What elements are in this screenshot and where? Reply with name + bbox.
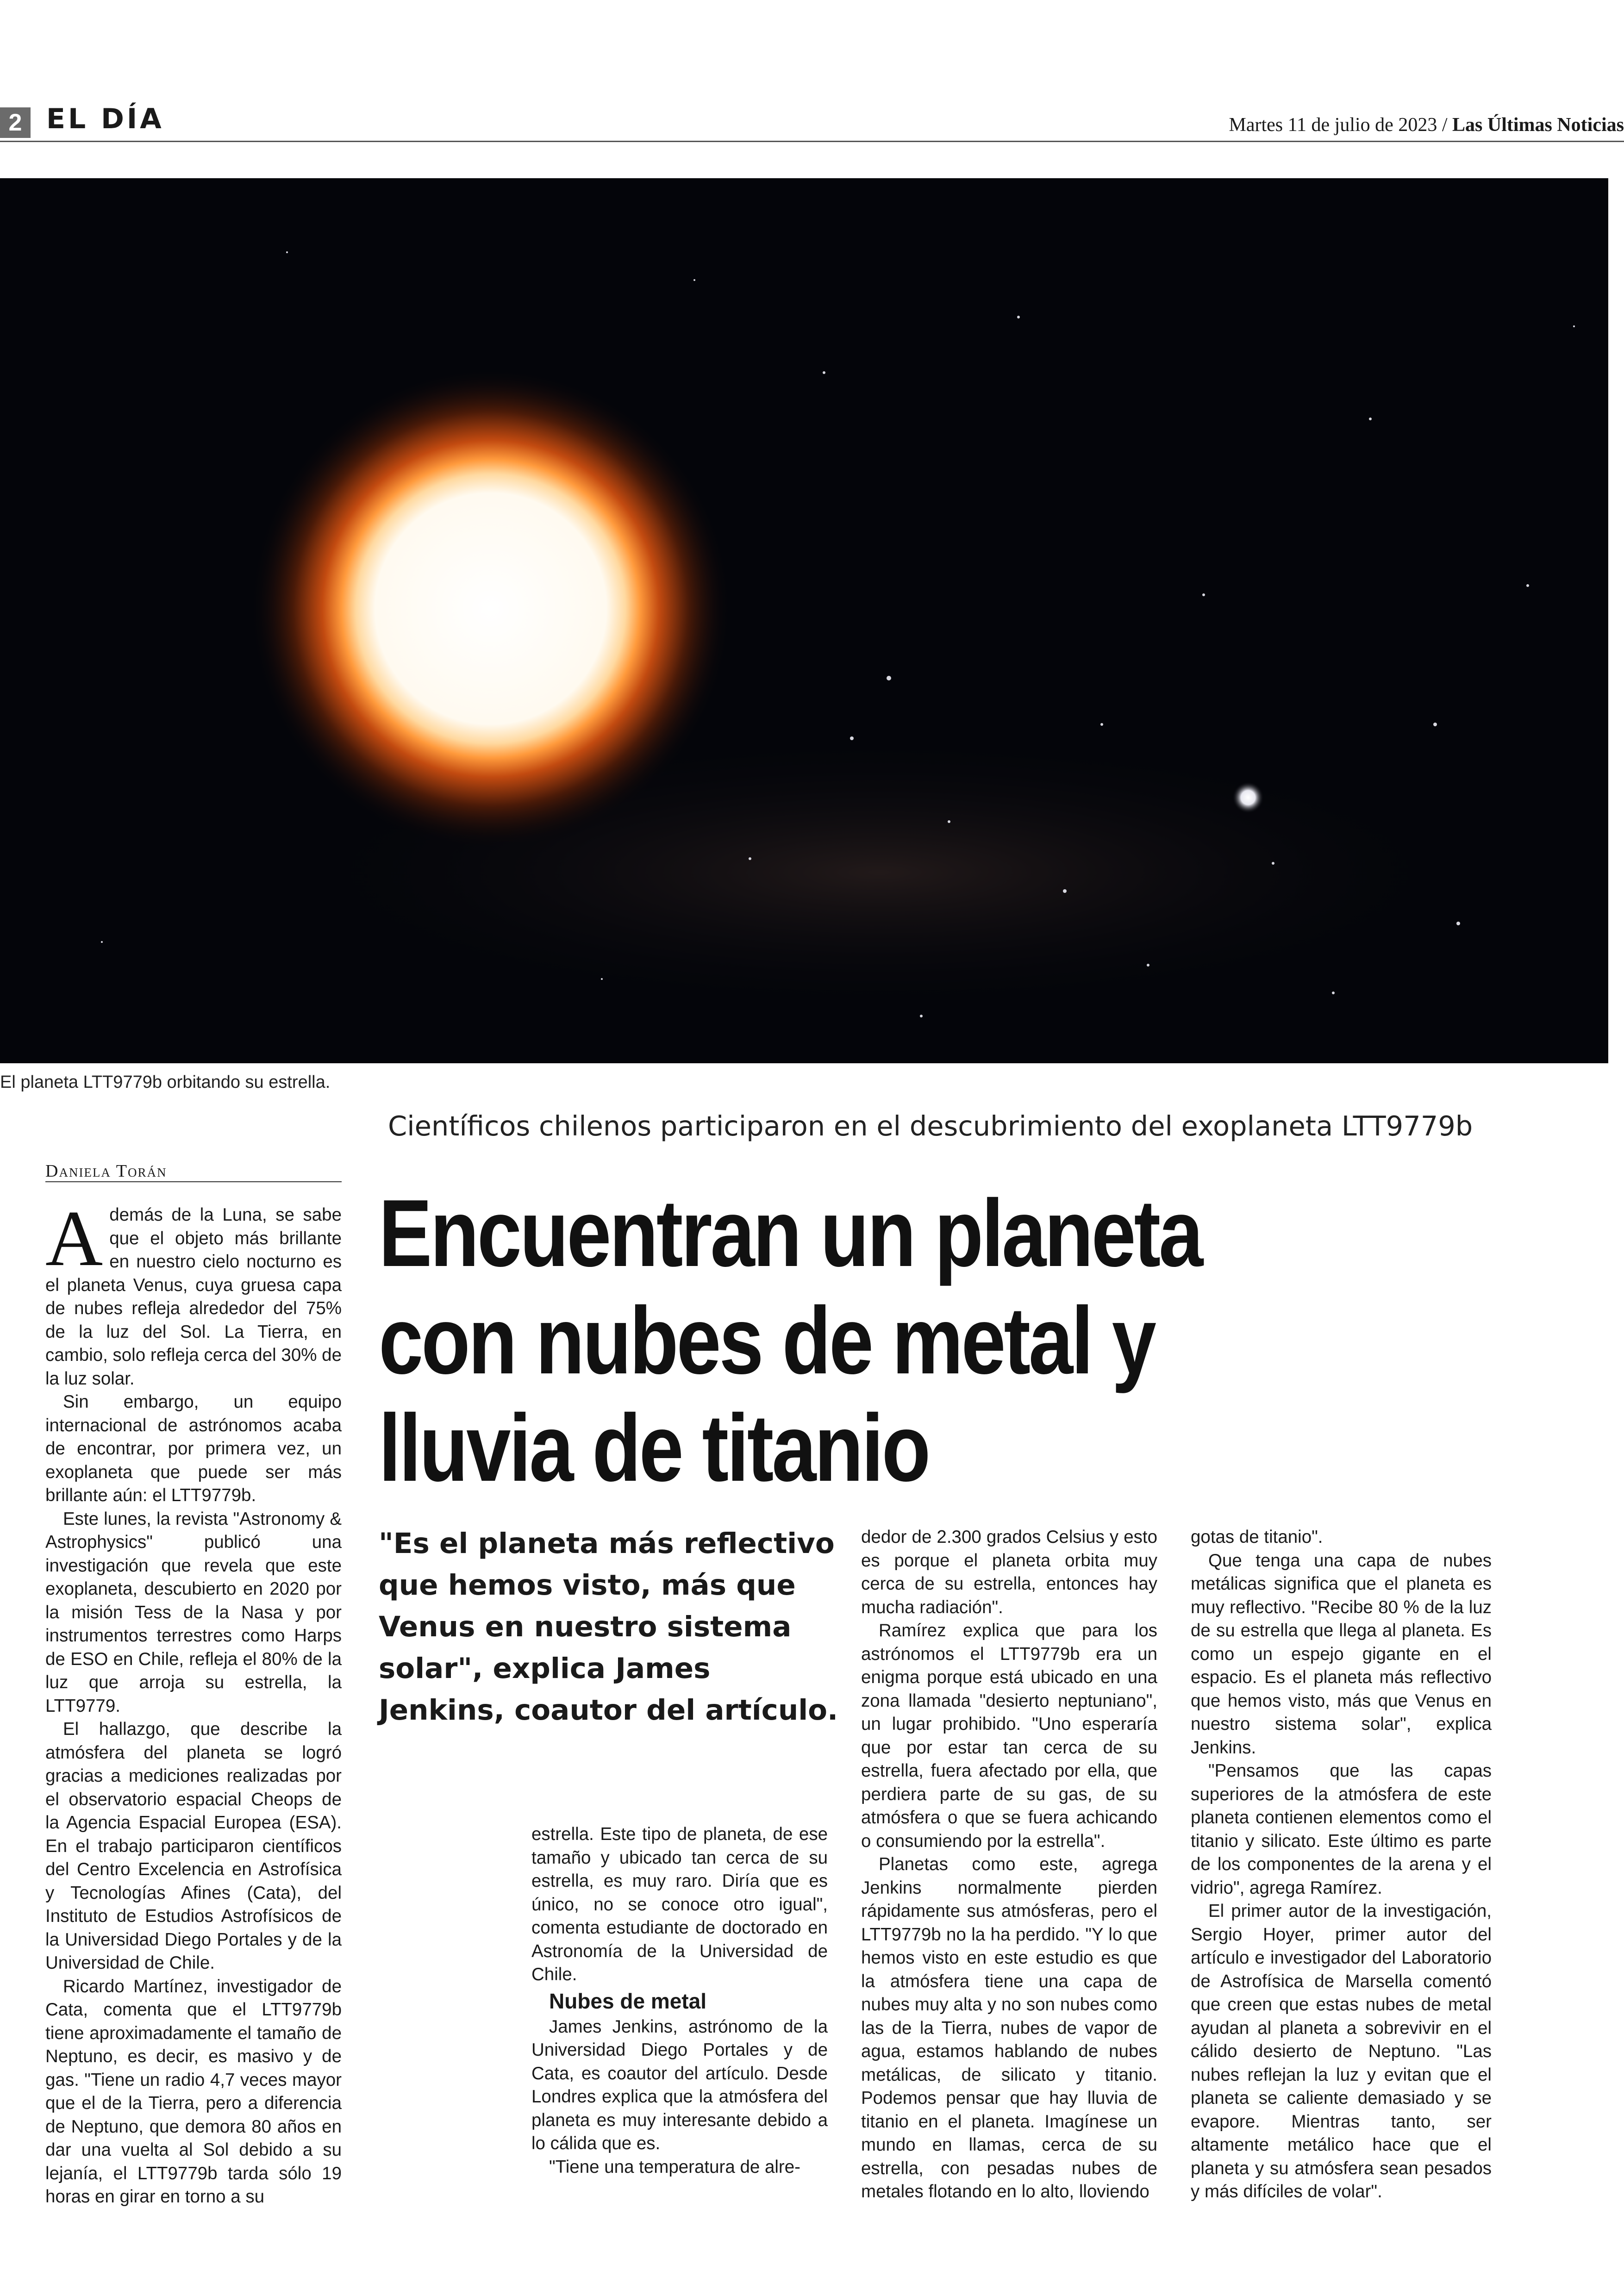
paragraph: estrella. Este tipo de planeta, de ese tamaño y ubicado tan cerca de su estrella, es muy raro. Diría que es único, no se conoce otro igual", comenta estudiante de doctorado en Astronomía de la Universidad de Chile. <box>531 1824 828 1984</box>
star-icon <box>250 368 731 849</box>
article-column-3 <box>861 1526 1157 2204</box>
paragraph: El primer autor de la investigación, Sergio Hoyer, primer autor del artículo e investigador del Laboratorio de Astrofísica de Marsella comentó que creen que estas nubes de metal ayudan al planeta a sobrevivir en el cálido desierto de Neptuno. "Las nubes reflejan la luz y evitan que el planeta se caliente demasiado y se evapore. Mientras tanto, ser altamente metálico hace que el planeta y su atmósfera sean pesados y más difíciles de volar". <box>1191 1901 1492 2201</box>
dateline <box>1229 114 1624 136</box>
article-kicker: Científicos chilenos participaron en el descubrimiento del exoplaneta LTT9779b <box>388 1110 1473 1142</box>
photo-caption: El planeta LTT9779b orbitando su estrella. <box>0 1073 331 1092</box>
drop-cap: A <box>45 1195 103 1283</box>
paragraph: Sin embargo, un equipo internacional de astrónomos acaba de encontrar, por primera vez, un exoplaneta que puede ser más brillante aún: el LTT9779b. <box>45 1392 342 1505</box>
paragraph: James Jenkins, astrónomo de la Universidad Diego Portales y de Cata, es coautor del artículo. Desde Londres explica que la atmósfera del planeta es muy interesante debido a lo cálida que es. <box>531 2016 828 2153</box>
article-photo <box>0 178 1608 1063</box>
headline-line: Encuentran un planeta <box>379 1180 1202 1286</box>
paragraph: gotas de titanio". <box>1191 1527 1323 1547</box>
paragraph: dedor de 2.300 grados Celsius y esto es porque el planeta orbita muy cerca de su estrella, entonces hay mucha radiación". <box>861 1527 1157 1617</box>
byline: Daniela Torán <box>45 1161 167 1181</box>
issue-date: Martes 11 de julio de 2023 <box>1229 114 1437 136</box>
star-and-planet-illustration <box>0 178 1608 1063</box>
article-headline <box>379 1179 1234 1502</box>
pull-quote: "Es el planeta más reflectivo que hemos visto, más que Venus en nuestro sistema solar", explica James Jenkins, coautor del artículo. <box>379 1527 838 1727</box>
article-column-4 <box>1191 1526 1492 2204</box>
publication-name: Las Últimas Noticias <box>1452 114 1624 136</box>
paragraph-text: demás de la Luna, se sabe que el objeto más brillante en nuestro cielo nocturno es el planeta Venus, cuya gruesa capa de nubes refleja alrededor del 75% de la luz del Sol. La Tierra, en cambio, solo refleja cerca del 30% de la luz solar. <box>45 1205 342 1389</box>
headline-line: lluvia de titanio <box>379 1395 929 1501</box>
header-rule <box>0 141 1624 142</box>
article-column-1 <box>45 1195 342 2209</box>
paragraph: El hallazgo, que describe la atmósfera del planeta se logró gracias a mediciones realizadas por el observatorio espacial Cheops de la Agencia Espacial Europea (ESA). En el trabajo participaron científicos del Centro Excelencia en Astrofísica y Tecnologías Afines (Cata), del Instituto de Estudios Astrofísicos de la Universidad Diego Portales y de la Universidad de Chile. <box>45 1719 342 1973</box>
dateline-separator: / <box>1442 114 1448 136</box>
headline-line: con nubes de metal y <box>379 1287 1155 1394</box>
page-number: 2 <box>0 107 31 138</box>
planet-icon <box>1232 782 1264 813</box>
subheading: Nubes de metal <box>549 1989 706 2013</box>
section-title: EL DÍA <box>46 103 164 135</box>
paragraph: Ricardo Martínez, investigador de Cata, comenta que el LTT9779b tiene aproximadamente el tamaño de Neptuno, es decir, es masivo y de gas. "Tiene un radio 4,7 veces mayor que el de la Tierra, pero a diferencia de Neptuno, que demora 80 años en dar una vuelta al Sol debido a su lejanía, el LTT9779b tarda sólo 19 horas en girar en torno a su <box>45 1976 342 2207</box>
paragraph: "Tiene una temperatura de alre- <box>549 2157 800 2177</box>
paragraph <box>45 1195 342 1391</box>
paragraph: Ramírez explica que para los astrónomos el LTT9779b era un enigma porque está ubicado en una zona llamada "desierto neptuniano", un lugar prohibido. "Uno esperaría que por estar tan cerca de su estrella, fuera afectado por ella, que perdiera parte de su gas, de su atmósfera o que se fuera achicando o consumiendo por la estrella". <box>861 1621 1157 1851</box>
paragraph: Este lunes, la revista "Astronomy & Astrophysics" publicó una investigación que revela que este exoplaneta, descubierto en 2020 por la misión Tess de la Nasa y por instrumentos terrestres como Harps de ESO en Chile, refleja el 80% de la luz que arroja su estrella, la LTT9779. <box>45 1509 342 1716</box>
article-column-2 <box>531 1823 828 2179</box>
paragraph: Que tenga una capa de nubes metálicas significa que el planeta es muy reflectivo. "Recibe 80 % de la luz de su estrella que llega al planeta. Es como un espejo gigante en el espacio. Es el planeta más reflectivo que hemos visto, más que Venus en nuestro sistema solar", explica Jenkins. <box>1191 1550 1492 1758</box>
byline-rule <box>45 1181 342 1182</box>
paragraph: Planetas como este, agrega Jenkins normalmente pierden rápidamente sus atmósferas, pero el LTT9779b no la ha perdido. "Y lo que hemos visto en este estudio es que la atmósfera tiene una capa de nubes muy alta y no son nubes como las de la Tierra, nubes de vapor de agua, estamos hablando de nubes metálicas, de silicato y titanio. Podemos pensar que hay lluvia de titanio en el planeta. Imagínese un mundo en llamas, cerca de su estrella, con pesadas nubes de metales flotando en lo alto, lloviendo <box>861 1854 1157 2201</box>
paragraph: "Pensamos que las capas superiores de la atmósfera de este planeta contienen elementos como el titanio y silicato. Este último es parte de los componentes de la arena y el vidrio", agrega Ramírez. <box>1191 1761 1492 1898</box>
